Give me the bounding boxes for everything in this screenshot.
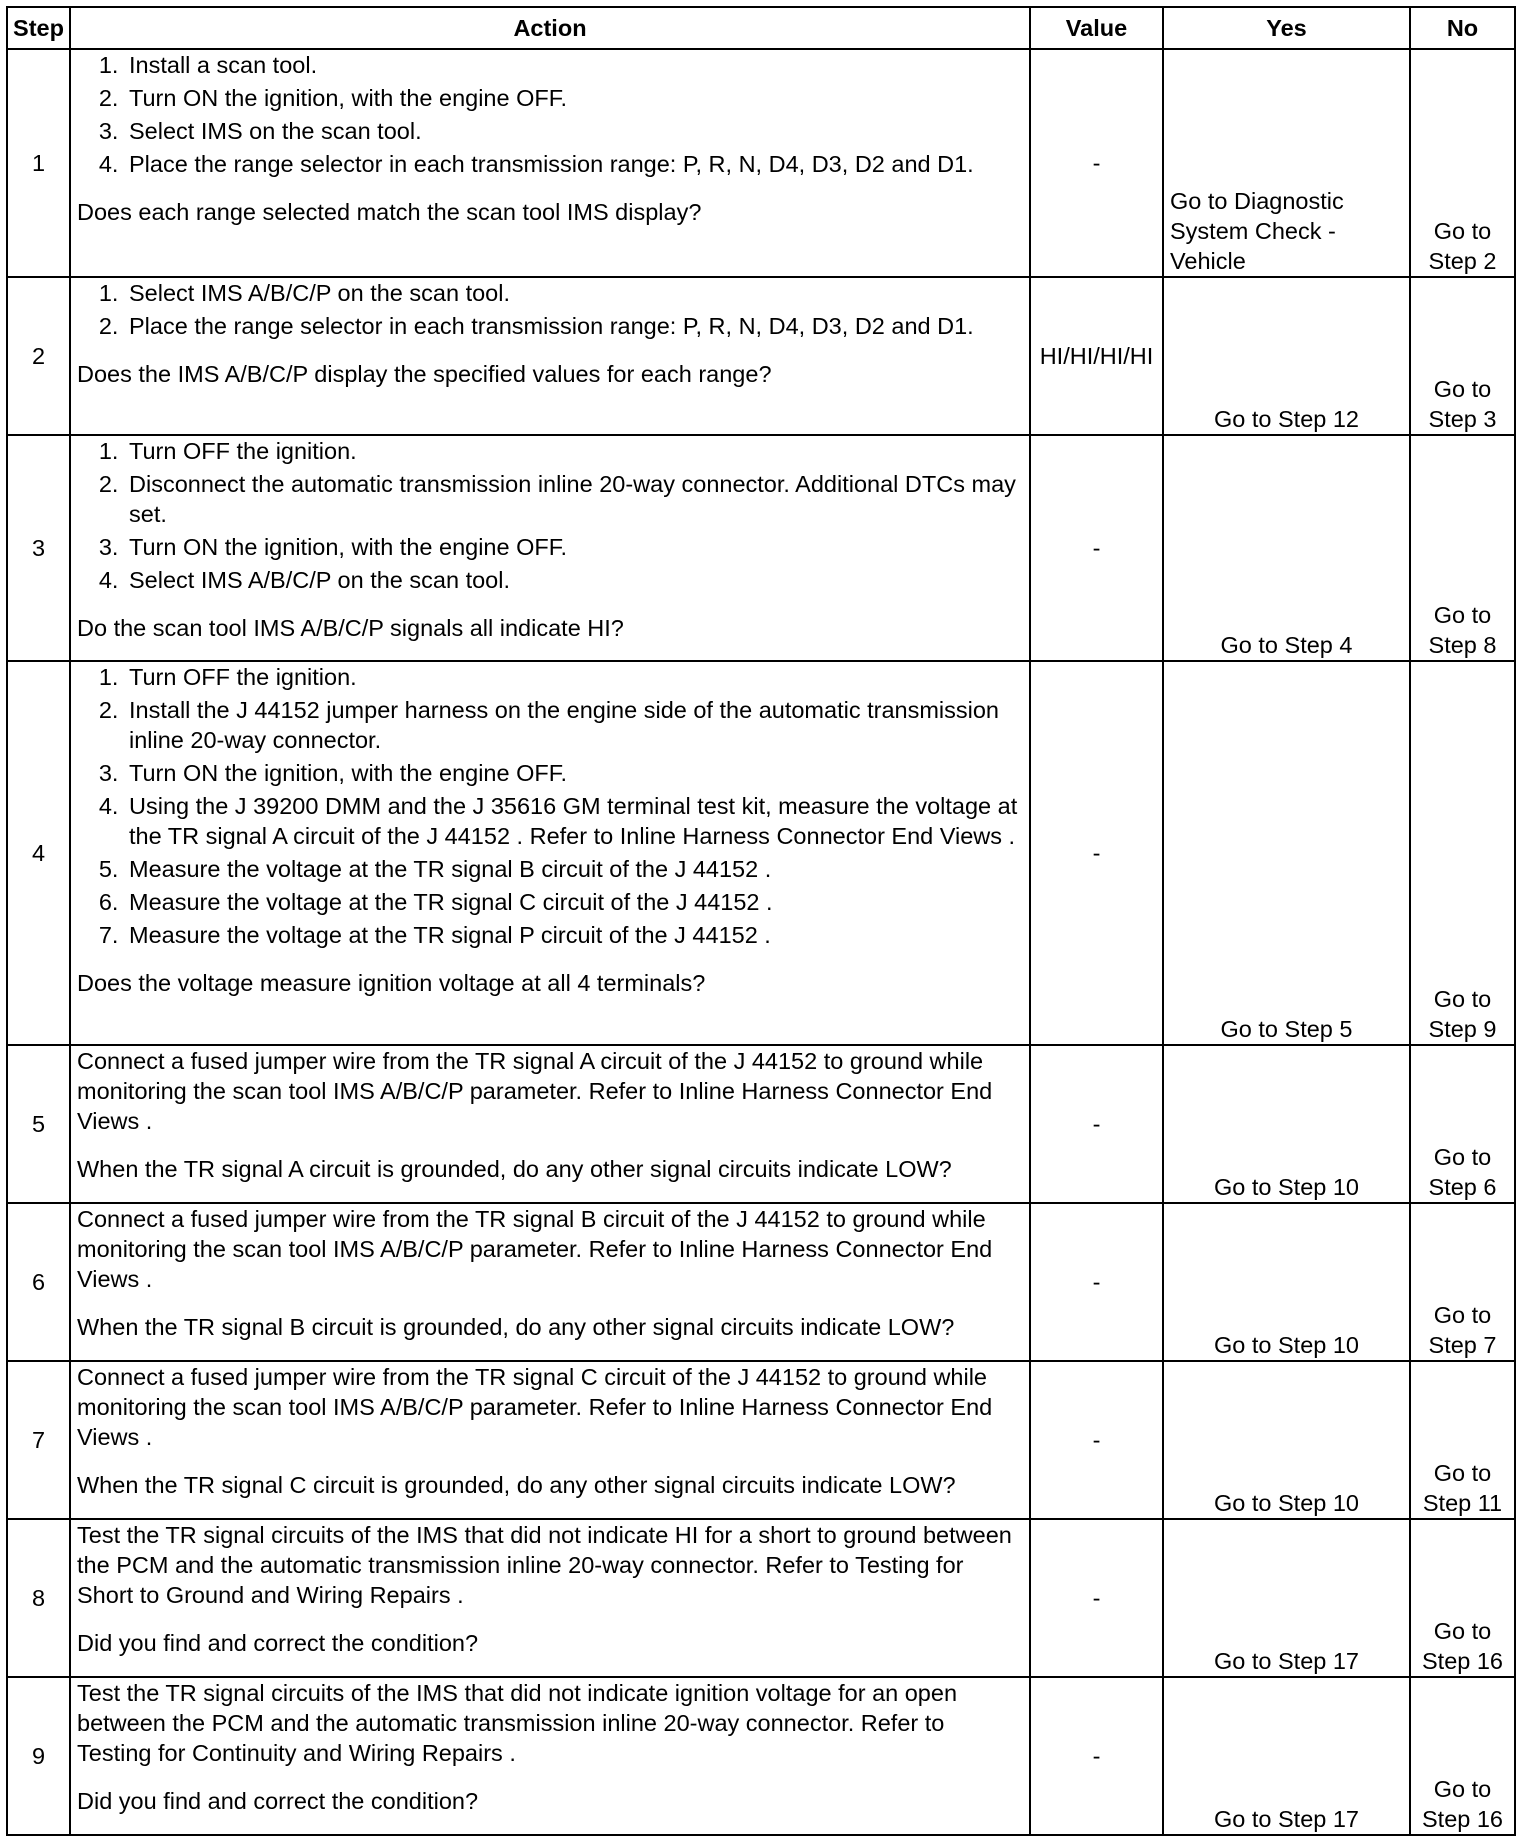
action-step: 4. Place the range selector in each transmission range: P, R, N, D4, D3, D2 and D1.	[125, 149, 1023, 179]
no-line-2: Step 16	[1421, 1806, 1503, 1832]
action-step: 4. Select IMS A/B/C/P on the scan tool.	[125, 565, 1023, 595]
action-cell	[70, 1519, 1030, 1677]
action-step: 1. Turn OFF the ignition.	[125, 436, 1023, 466]
no-cell	[1410, 1203, 1515, 1361]
value-cell: -	[1030, 1677, 1163, 1835]
step-number: 8	[7, 1519, 70, 1677]
action-step: 3. Select IMS on the scan tool.	[125, 116, 1023, 146]
no-cell	[1410, 435, 1515, 661]
table-row	[7, 661, 1515, 1045]
action-instruction: Connect a fused jumper wire from the TR signal B circuit of the J 44152 to ground while monitoring the scan tool IMS A/B/C/P parameter. Refer to Inline Harness Connector End Views .	[77, 1206, 993, 1292]
action-cell	[70, 1361, 1030, 1519]
value-cell: -	[1030, 435, 1163, 661]
action-cell	[70, 661, 1030, 1045]
action-question: Does each range selected match the scan tool IMS display?	[77, 199, 702, 225]
action-step: 2. Place the range selector in each transmission range: P, R, N, D4, D3, D2 and D1.	[125, 311, 1023, 341]
action-step: 6. Measure the voltage at the TR signal C circuit of the J 44152 .	[125, 887, 1023, 917]
header-action: Action	[70, 7, 1030, 49]
value-cell: -	[1030, 661, 1163, 1045]
no-line-1: Go to	[1433, 376, 1492, 402]
header-yes: Yes	[1163, 7, 1410, 49]
no-line-1: Go to	[1433, 1302, 1492, 1328]
no-line-1: Go to	[1433, 602, 1492, 628]
table-body	[7, 49, 1515, 1835]
header-no: No	[1410, 7, 1515, 49]
action-step: 2. Install the J 44152 jumper harness on the engine side of the automatic transmission inline 20-way connector.	[125, 695, 1023, 755]
value-cell: -	[1030, 49, 1163, 277]
action-question: Did you find and correct the condition?	[77, 1630, 479, 1656]
action-question: Does the IMS A/B/C/P display the specified values for each range?	[77, 361, 772, 387]
step-number: 5	[7, 1045, 70, 1203]
action-step: 7. Measure the voltage at the TR signal P circuit of the J 44152 .	[125, 920, 1023, 950]
action-cell	[70, 49, 1030, 277]
table-row	[7, 435, 1515, 661]
no-cell	[1410, 1677, 1515, 1835]
action-steps-list	[77, 436, 1023, 595]
yes-cell: Go to Step 5	[1163, 661, 1410, 1045]
no-cell	[1410, 49, 1515, 277]
step-number: 2	[7, 277, 70, 435]
action-cell	[70, 277, 1030, 435]
action-question: When the TR signal C circuit is grounded, do any other signal circuits indicate LOW?	[77, 1472, 956, 1498]
action-instruction: Connect a fused jumper wire from the TR signal C circuit of the J 44152 to ground while monitoring the scan tool IMS A/B/C/P parameter. Refer to Inline Harness Connector End Views .	[77, 1364, 993, 1450]
yes-cell: Go to Step 17	[1163, 1677, 1410, 1835]
value-cell: -	[1030, 1045, 1163, 1203]
step-number: 7	[7, 1361, 70, 1519]
table-row	[7, 1361, 1515, 1519]
action-instruction: Connect a fused jumper wire from the TR signal A circuit of the J 44152 to ground while monitoring the scan tool IMS A/B/C/P parameter. Refer to Inline Harness Connector End Views .	[77, 1048, 993, 1134]
no-line-1: Go to	[1433, 1460, 1492, 1486]
no-cell	[1410, 661, 1515, 1045]
action-steps-list	[77, 278, 1023, 341]
table-row	[7, 1519, 1515, 1677]
table-row	[7, 277, 1515, 435]
no-line-2: Step 7	[1428, 1332, 1497, 1358]
step-number: 4	[7, 661, 70, 1045]
action-cell	[70, 1677, 1030, 1835]
table-header	[7, 7, 1515, 49]
yes-cell: Go to Step 12	[1163, 277, 1410, 435]
value-cell: -	[1030, 1519, 1163, 1677]
action-step: 1. Select IMS A/B/C/P on the scan tool.	[125, 278, 1023, 308]
yes-cell: Go to Step 10	[1163, 1203, 1410, 1361]
action-question: When the TR signal B circuit is grounded, do any other signal circuits indicate LOW?	[77, 1314, 955, 1340]
no-line-2: Step 16	[1421, 1648, 1503, 1674]
action-step: 1. Install a scan tool.	[125, 50, 1023, 80]
value-cell: -	[1030, 1361, 1163, 1519]
action-step: 4. Using the J 39200 DMM and the J 35616 GM terminal test kit, measure the voltage at the TR signal A circuit of the J 44152 . Refer to Inline Harness Connector End Views .	[125, 791, 1023, 851]
no-line-1: Go to	[1433, 1144, 1492, 1170]
action-steps-list	[77, 50, 1023, 179]
table-row	[7, 1677, 1515, 1835]
action-question: Did you find and correct the condition?	[77, 1788, 479, 1814]
no-line-2: Step 8	[1428, 632, 1497, 658]
action-question: Does the voltage measure ignition voltage at all 4 terminals?	[77, 970, 706, 996]
action-step: 3. Turn ON the ignition, with the engine OFF.	[125, 758, 1023, 788]
step-number: 9	[7, 1677, 70, 1835]
value-cell: -	[1030, 1203, 1163, 1361]
yes-cell: Go to Diagnostic System Check - Vehicle	[1163, 49, 1410, 277]
action-instruction: Test the TR signal circuits of the IMS that did not indicate ignition voltage for an open between the PCM and the automatic transmission inline 20-way connector. Refer to Testing for Continuity and Wiring Repairs .	[77, 1680, 958, 1766]
action-step: 2. Turn ON the ignition, with the engine OFF.	[125, 83, 1023, 113]
action-step: 5. Measure the voltage at the TR signal B circuit of the J 44152 .	[125, 854, 1023, 884]
header-step: Step	[7, 7, 70, 49]
table-row	[7, 49, 1515, 277]
no-line-2: Step 11	[1422, 1490, 1503, 1516]
no-cell	[1410, 1361, 1515, 1519]
no-line-1: Go to	[1433, 218, 1492, 244]
yes-cell: Go to Step 4	[1163, 435, 1410, 661]
yes-cell: Go to Step 10	[1163, 1361, 1410, 1519]
step-number: 1	[7, 49, 70, 277]
action-step: 2. Disconnect the automatic transmission inline 20-way connector. Additional DTCs may set.	[125, 469, 1023, 529]
table-row	[7, 1203, 1515, 1361]
diagnostic-table	[6, 6, 1516, 1836]
step-number: 3	[7, 435, 70, 661]
action-cell	[70, 1203, 1030, 1361]
action-question: Do the scan tool IMS A/B/C/P signals all indicate HI?	[77, 615, 624, 641]
action-cell	[70, 435, 1030, 661]
action-cell	[70, 1045, 1030, 1203]
no-cell	[1410, 1045, 1515, 1203]
value-cell: HI/HI/HI/HI	[1030, 277, 1163, 435]
action-step: 1. Turn OFF the ignition.	[125, 662, 1023, 692]
yes-cell: Go to Step 17	[1163, 1519, 1410, 1677]
table-row	[7, 1045, 1515, 1203]
no-line-2: Step 2	[1428, 248, 1497, 274]
yes-cell: Go to Step 10	[1163, 1045, 1410, 1203]
action-step: 3. Turn ON the ignition, with the engine OFF.	[125, 532, 1023, 562]
no-line-1: Go to	[1433, 986, 1492, 1012]
no-cell	[1410, 1519, 1515, 1677]
no-line-1: Go to	[1433, 1776, 1492, 1802]
action-steps-list	[77, 662, 1023, 950]
no-line-2: Step 9	[1428, 1016, 1497, 1042]
no-line-2: Step 6	[1428, 1174, 1497, 1200]
header-row	[7, 7, 1515, 49]
step-number: 6	[7, 1203, 70, 1361]
no-cell	[1410, 277, 1515, 435]
action-instruction: Test the TR signal circuits of the IMS that did not indicate HI for a short to ground between the PCM and the automatic transmission inline 20-way connector. Refer to Testing for Short to Ground and Wiring Repairs .	[77, 1522, 1012, 1608]
no-line-1: Go to	[1433, 1618, 1492, 1644]
action-question: When the TR signal A circuit is grounded, do any other signal circuits indicate LOW?	[77, 1156, 952, 1182]
header-value: Value	[1030, 7, 1163, 49]
no-line-2: Step 3	[1428, 406, 1497, 432]
